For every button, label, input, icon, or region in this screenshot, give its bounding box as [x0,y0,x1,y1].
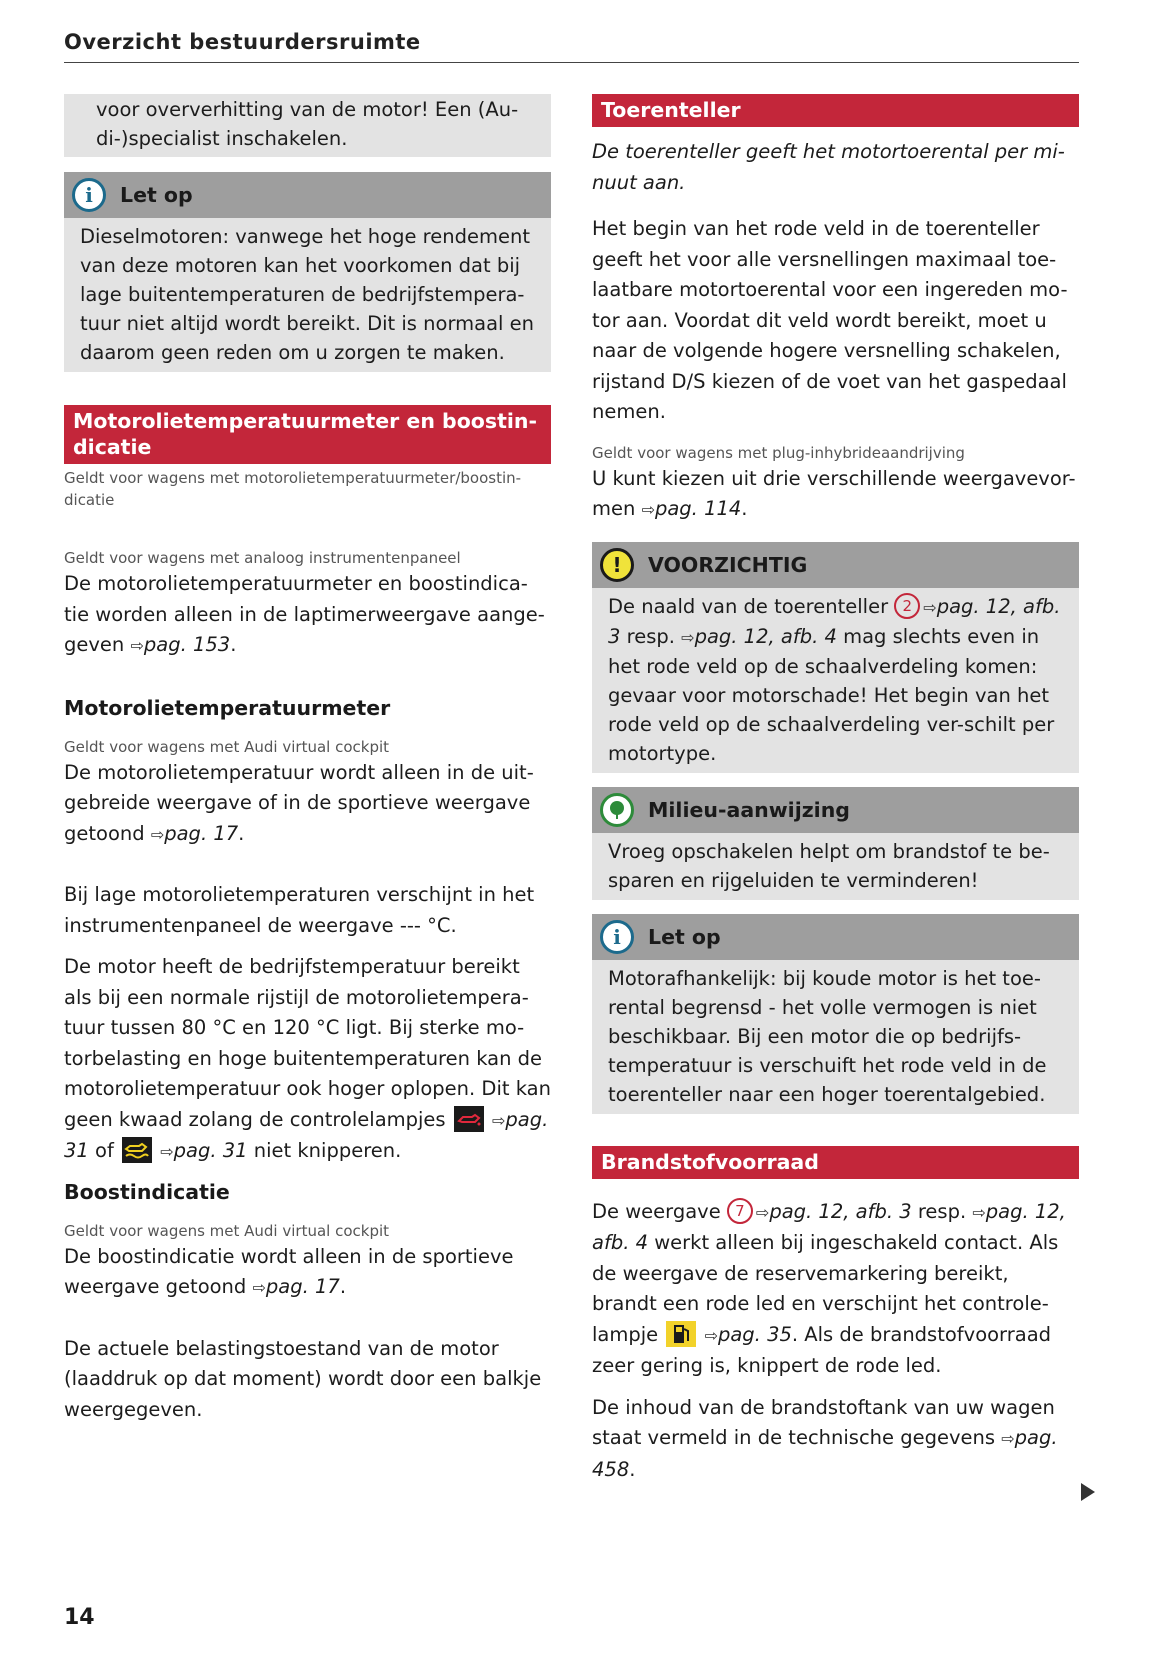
paragraph [64,1242,551,1304]
note-body [64,218,551,372]
environment-text: Vroeg opschakelen helpt om brandstof te be-sparen en rijgeluiden te verminderen! [608,839,1050,892]
arrow-right-icon: ⇨ [704,1325,718,1345]
note-label: Let op [648,924,721,949]
caution-header [592,542,1079,588]
caution-text [608,592,1063,768]
subheading-motoroil-meter: Motorolietemperatuurmeter [64,695,391,720]
caution-text-start: De naald van de toerenteller [608,594,889,618]
paragraph-text: De motor heeft de bedrijfstemperatuur bereikt als bij een normale rijstijl de motorolietempera-tuur tussen 80 °C en 120 °C ligt. Bij sterke mo-torbelasting en hoge buitentemperaturen kan de motorolietemperatuur ook hoger oplopen. Dit kan geen kwaad zolang de controlelampjes [64,955,551,1131]
page-reference-link[interactable]: pag. 17 [164,821,239,845]
page-reference-link[interactable]: pag. 31 [173,1139,248,1162]
arrow-right-icon: ⇨ [681,627,695,647]
paragraph [64,952,551,1168]
subheading-boost: Boostindicatie [64,1179,230,1204]
paragraph-text: U kunt kiezen uit drie verschillende weergavevor-men [592,466,1076,520]
paragraph-end: . [339,1275,347,1298]
applies-to-note: Geldt voor wagens met plug-inhybrideaandrijving [592,443,965,462]
caution-text-end: mag slechts even in het rode veld op de schaalverdeling komen: gevaar voor motorschade! Het begin van het rode veld op de schaalverdeling ver-schilt per motortype. [608,624,1055,765]
paragraph [592,1393,1079,1486]
paragraph-end: . [629,1457,636,1481]
note-body-text: Dieselmotoren: vanwege het hoge rendement van deze motoren kan het voorkomen dat bij lage buitentemperaturen de bedrijfstempera-tuur niet altijd wordt bereikt. Dit is normaal en daarom geen reden om u zorgen te maken. [80,225,534,364]
oil-pressure-warning-lamp-icon [454,1106,484,1132]
note-header [592,914,1079,960]
page-reference-link[interactable]: pag. 12, afb. 3 [608,594,1061,648]
arrow-right-icon: ⇨ [972,1202,986,1222]
page-reference-link[interactable]: pag. 12, afb. 4 [592,1199,1066,1254]
applies-to-note: Geldt voor wagens met Audi virtual cockpit [64,1221,390,1240]
header-divider [64,62,1079,63]
continued-warning-text: voor oververhitting van de motor! Een (Au-di-)specialist inschakelen. [96,98,519,150]
paragraph-end: . Als de brandstofvoorraad zeer gering is, knippert de rode led. [592,1322,1052,1377]
paragraph-text: of [95,1139,114,1162]
applies-to-note: Geldt voor wagens met motorolietemperatuurmeter/boostin-dicatie [64,469,522,509]
arrow-right-icon: ⇨ [923,597,937,617]
callout-number: 7 [727,1198,753,1224]
arrow-right-icon: ⇨ [150,824,165,844]
arrow-right-icon: ⇨ [160,1142,174,1161]
paragraph-end: niet knipperen. [253,1139,402,1162]
caution-label: VOORZICHTIG [648,552,808,577]
arrow-right-icon: ⇨ [252,1278,266,1297]
page-reference-link[interactable]: pag. 31 [64,1107,549,1162]
paragraph [64,758,551,851]
arrow-right-icon: ⇨ [130,636,144,655]
environment-header [592,787,1079,833]
note-let-op-1 [64,172,551,372]
paragraph-text: De weergave [592,1199,721,1223]
caution-box [592,542,1079,773]
continued-warning-block [64,94,551,157]
section-intro: De toerenteller geeft het motortoerental per mi-nuut aan. [592,140,1065,194]
paragraph [592,464,1079,526]
paragraph-text: De motorolietemperatuurmeter en boostindica-tie worden alleen in de laptimerweergave aange-geven [64,572,545,656]
tree-environment-icon [600,793,634,827]
environment-label: Milieu-aanwijzing [648,797,850,822]
info-icon: i [600,920,634,954]
paragraph: Het begin van het rode veld in de toerenteller geeft het voor alle versnellingen maximaal toe-laatbare motortoerental voor een ingereden mo-tor aan. Voordat dit veld wordt bereikt, moet u naar de volgende hogere versnelling schakelen, rijstand D/S kiezen of de voet van het gaspedaal nemen. [592,217,1068,423]
arrow-right-icon: ⇨ [492,1110,506,1130]
paragraph: De actuele belastingstoestand van de motor (laaddruk op dat moment) wordt door een balkje weergegeven. [64,1336,542,1421]
environment-note-box [592,787,1079,900]
left-column [64,94,551,1425]
paragraph-text: De inhoud van de brandstoftank van uw wagen staat vermeld in de technische gegevens [592,1395,1055,1449]
page-reference-link[interactable]: pag. 17 [265,1275,340,1298]
page-reference-link[interactable]: pag. 12, afb. 4 [694,624,837,648]
page-reference-link[interactable]: pag. 35 [717,1322,792,1346]
arrow-right-icon: ⇨ [1001,1429,1015,1448]
applies-to-note: Geldt voor wagens met Audi virtual cockpit [64,737,390,756]
note-label: Let op [120,183,193,207]
note-body-text: Motorafhankelijk: bij koude motor is het toe-rental begrensd - het volle vermogen is niet beschikbaar. Bij een motor die op bedrijfs-temperatuur is verschuift het rode veld in de toerenteller naar een hoger toerentalgebied. [608,966,1047,1106]
caution-text: resp. [626,624,675,648]
note-body [592,960,1079,1114]
paragraph: Bij lage motorolietemperaturen verschijnt in het instrumentenpaneel de weergave --- °C. [64,883,535,937]
paragraph-end: . [741,497,748,520]
page-reference-link[interactable]: pag. 114 [654,497,742,520]
section-title-motoroil: Motorolietemperatuurmeter en boostin-dicatie [64,405,551,464]
arrow-right-icon: ⇨ [755,1202,770,1222]
section-title-brandstof: Brandstofvoorraad [592,1146,1079,1179]
page-reference-link[interactable]: pag. 12, afb. 3 [769,1199,912,1223]
page-header-title: Overzicht bestuurdersruimte [64,30,421,54]
page-reference-link[interactable]: pag. 458 [592,1426,1058,1481]
applies-to-note: Geldt voor wagens met analoog instrumentenpaneel [64,549,461,567]
warning-exclamation-icon: ! [600,548,634,582]
caution-body [592,588,1079,773]
paragraph-text: De boostindicatie wordt alleen in de sportieve weergave getoond [64,1244,514,1298]
paragraph-end: . [230,633,237,656]
right-column [592,94,1079,1485]
paragraph-text: resp. [917,1199,967,1223]
paragraph-end: . [238,821,245,845]
environment-body [592,833,1079,900]
paragraph [592,1197,1079,1382]
callout-number: 2 [894,593,920,619]
note-let-op-2 [592,914,1079,1114]
continue-next-page-icon [1081,1483,1095,1501]
paragraph-text: De motorolietemperatuur wordt alleen in de uit-gebreide weergave of in de sportieve weergave getoond [64,760,534,845]
info-icon: i [72,178,106,212]
arrow-right-icon: ⇨ [641,500,655,519]
note-header [64,172,551,218]
fuel-warning-lamp-icon [666,1321,696,1347]
oil-level-warning-lamp-icon [122,1137,152,1163]
section-title-toerenteller: Toerenteller [592,94,1079,127]
paragraph-text: werkt alleen bij ingeschakeld contact. Als de weergave de reservemarkering bereikt, brandt een rode led en verschijnt het controle-lampje [592,1231,1059,1346]
page-number: 14 [64,1605,95,1630]
paragraph [64,569,551,662]
page-reference-link[interactable]: pag. 153 [143,633,231,656]
